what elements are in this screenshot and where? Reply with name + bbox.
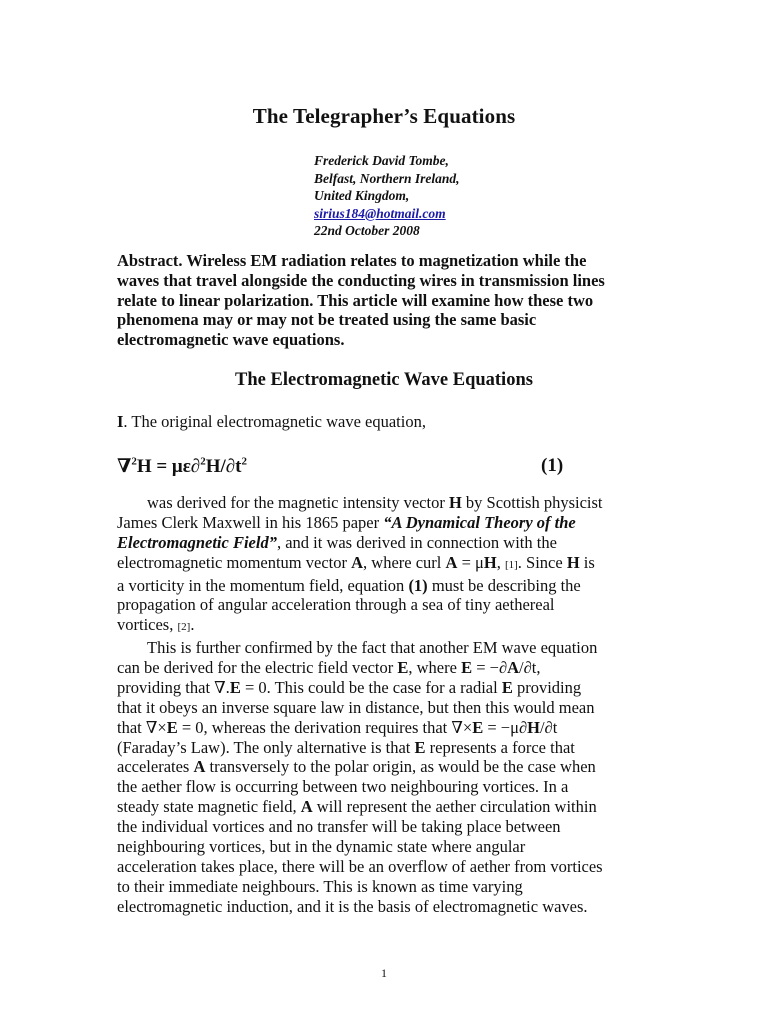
intro-text: . The original electromagnetic wave equation, [123,412,426,431]
body-line: acceleration takes place, there will be an overflow of aether from vortices [117,856,603,876]
equation-superscript: 2 [131,455,137,468]
section-heading: The Electromagnetic Wave Equations [235,370,533,390]
author-name: Frederick David Tombe, [314,153,449,168]
author-email-link[interactable]: sirius184@hotmail.com [314,205,446,221]
equation-middle: H = με∂ [136,456,201,477]
citation-ref: [2] [177,621,191,634]
page-number: 1 [381,966,387,980]
body-line: electromagnetic induction, and it is the basis of electromagnetic waves. [117,896,588,916]
body-line: electromagnetic momentum vector A, where curl A = μH, [1]. Since H is [117,552,595,572]
equation-expression [117,455,247,478]
author-city: Belfast, Northern Ireland, [314,170,460,186]
body-line: accelerates A transversely to the polar origin, as would be the case when [117,757,596,777]
equation-tail: H/∂t [205,456,242,477]
paper-title: The Telegrapher’s Equations [252,104,516,128]
body-line: the aether flow is occurring between two neighbouring vortices. In a [117,777,569,797]
equation-superscript: 2 [200,455,206,468]
body-line: providing that ∇.E = 0. This could be the case for a radial E providing [117,677,582,697]
body-line: steady state magnetic field, A will represent the aether circulation within [117,797,597,817]
citation-ref: [1] [504,558,518,571]
author-date: 22nd October 2008 [314,223,420,239]
author-block [314,152,460,240]
body-line: that it obeys an inverse square law in distance, but then this would mean [117,697,595,717]
abstract-line: Abstract. Wireless EM radiation relates to magnetization while the [117,251,587,270]
body-line: that ∇×E = 0, whereas the derivation requires that ∇×E = −μ∂H/∂t [117,717,558,737]
author-email-line [314,205,460,223]
abstract [117,251,653,350]
abstract-line: relate to linear polarization. This article will examine how these two [117,290,594,310]
body-line: can be derived for the electric field vector E, where E = −∂A/∂t, [117,658,541,677]
body-line: vortices, [2]. [117,615,195,635]
abstract-line: electromagnetic wave equations. [117,330,345,350]
body-line: a vorticity in the momentum field, equation (1) must be describing the [117,575,581,595]
body-line: Electromagnetic Field”, and it was derived in connection with the [117,532,557,552]
equation-number: (1) [541,455,564,476]
body-line: the individual vortices and no transfer will be taking place between [117,817,561,836]
author-country: United Kingdom, [314,188,410,204]
equation-superscript: 2 [241,455,247,468]
body-line: James Clerk Maxwell in his 1865 paper “A Dynamical Theory of the [117,512,576,532]
body-line: This is further confirmed by the fact that another EM wave equation [147,638,598,658]
body-line: (Faraday’s Law). The only alternative is that E represents a force that [117,737,575,757]
section-numeral: I [117,412,124,431]
abstract-line: phenomena may or may not be treated using the same basic [117,310,537,330]
abstract-line: waves that travel alongside the conducting wires in transmission lines [117,270,605,290]
body-line: was derived for the magnetic intensity vector H by Scottish physicist [147,493,603,512]
intro-sentence [117,412,426,432]
nabla-symbol: ∇ [117,456,132,477]
body-line: neighbouring vortices, but in the dynamic state where angular [117,836,526,856]
body-line: propagation of angular acceleration through a sea of tiny aethereal [117,595,555,615]
body-line: to their immediate neighbours. This is known as time varying [117,876,523,896]
body-paragraphs [117,493,653,916]
